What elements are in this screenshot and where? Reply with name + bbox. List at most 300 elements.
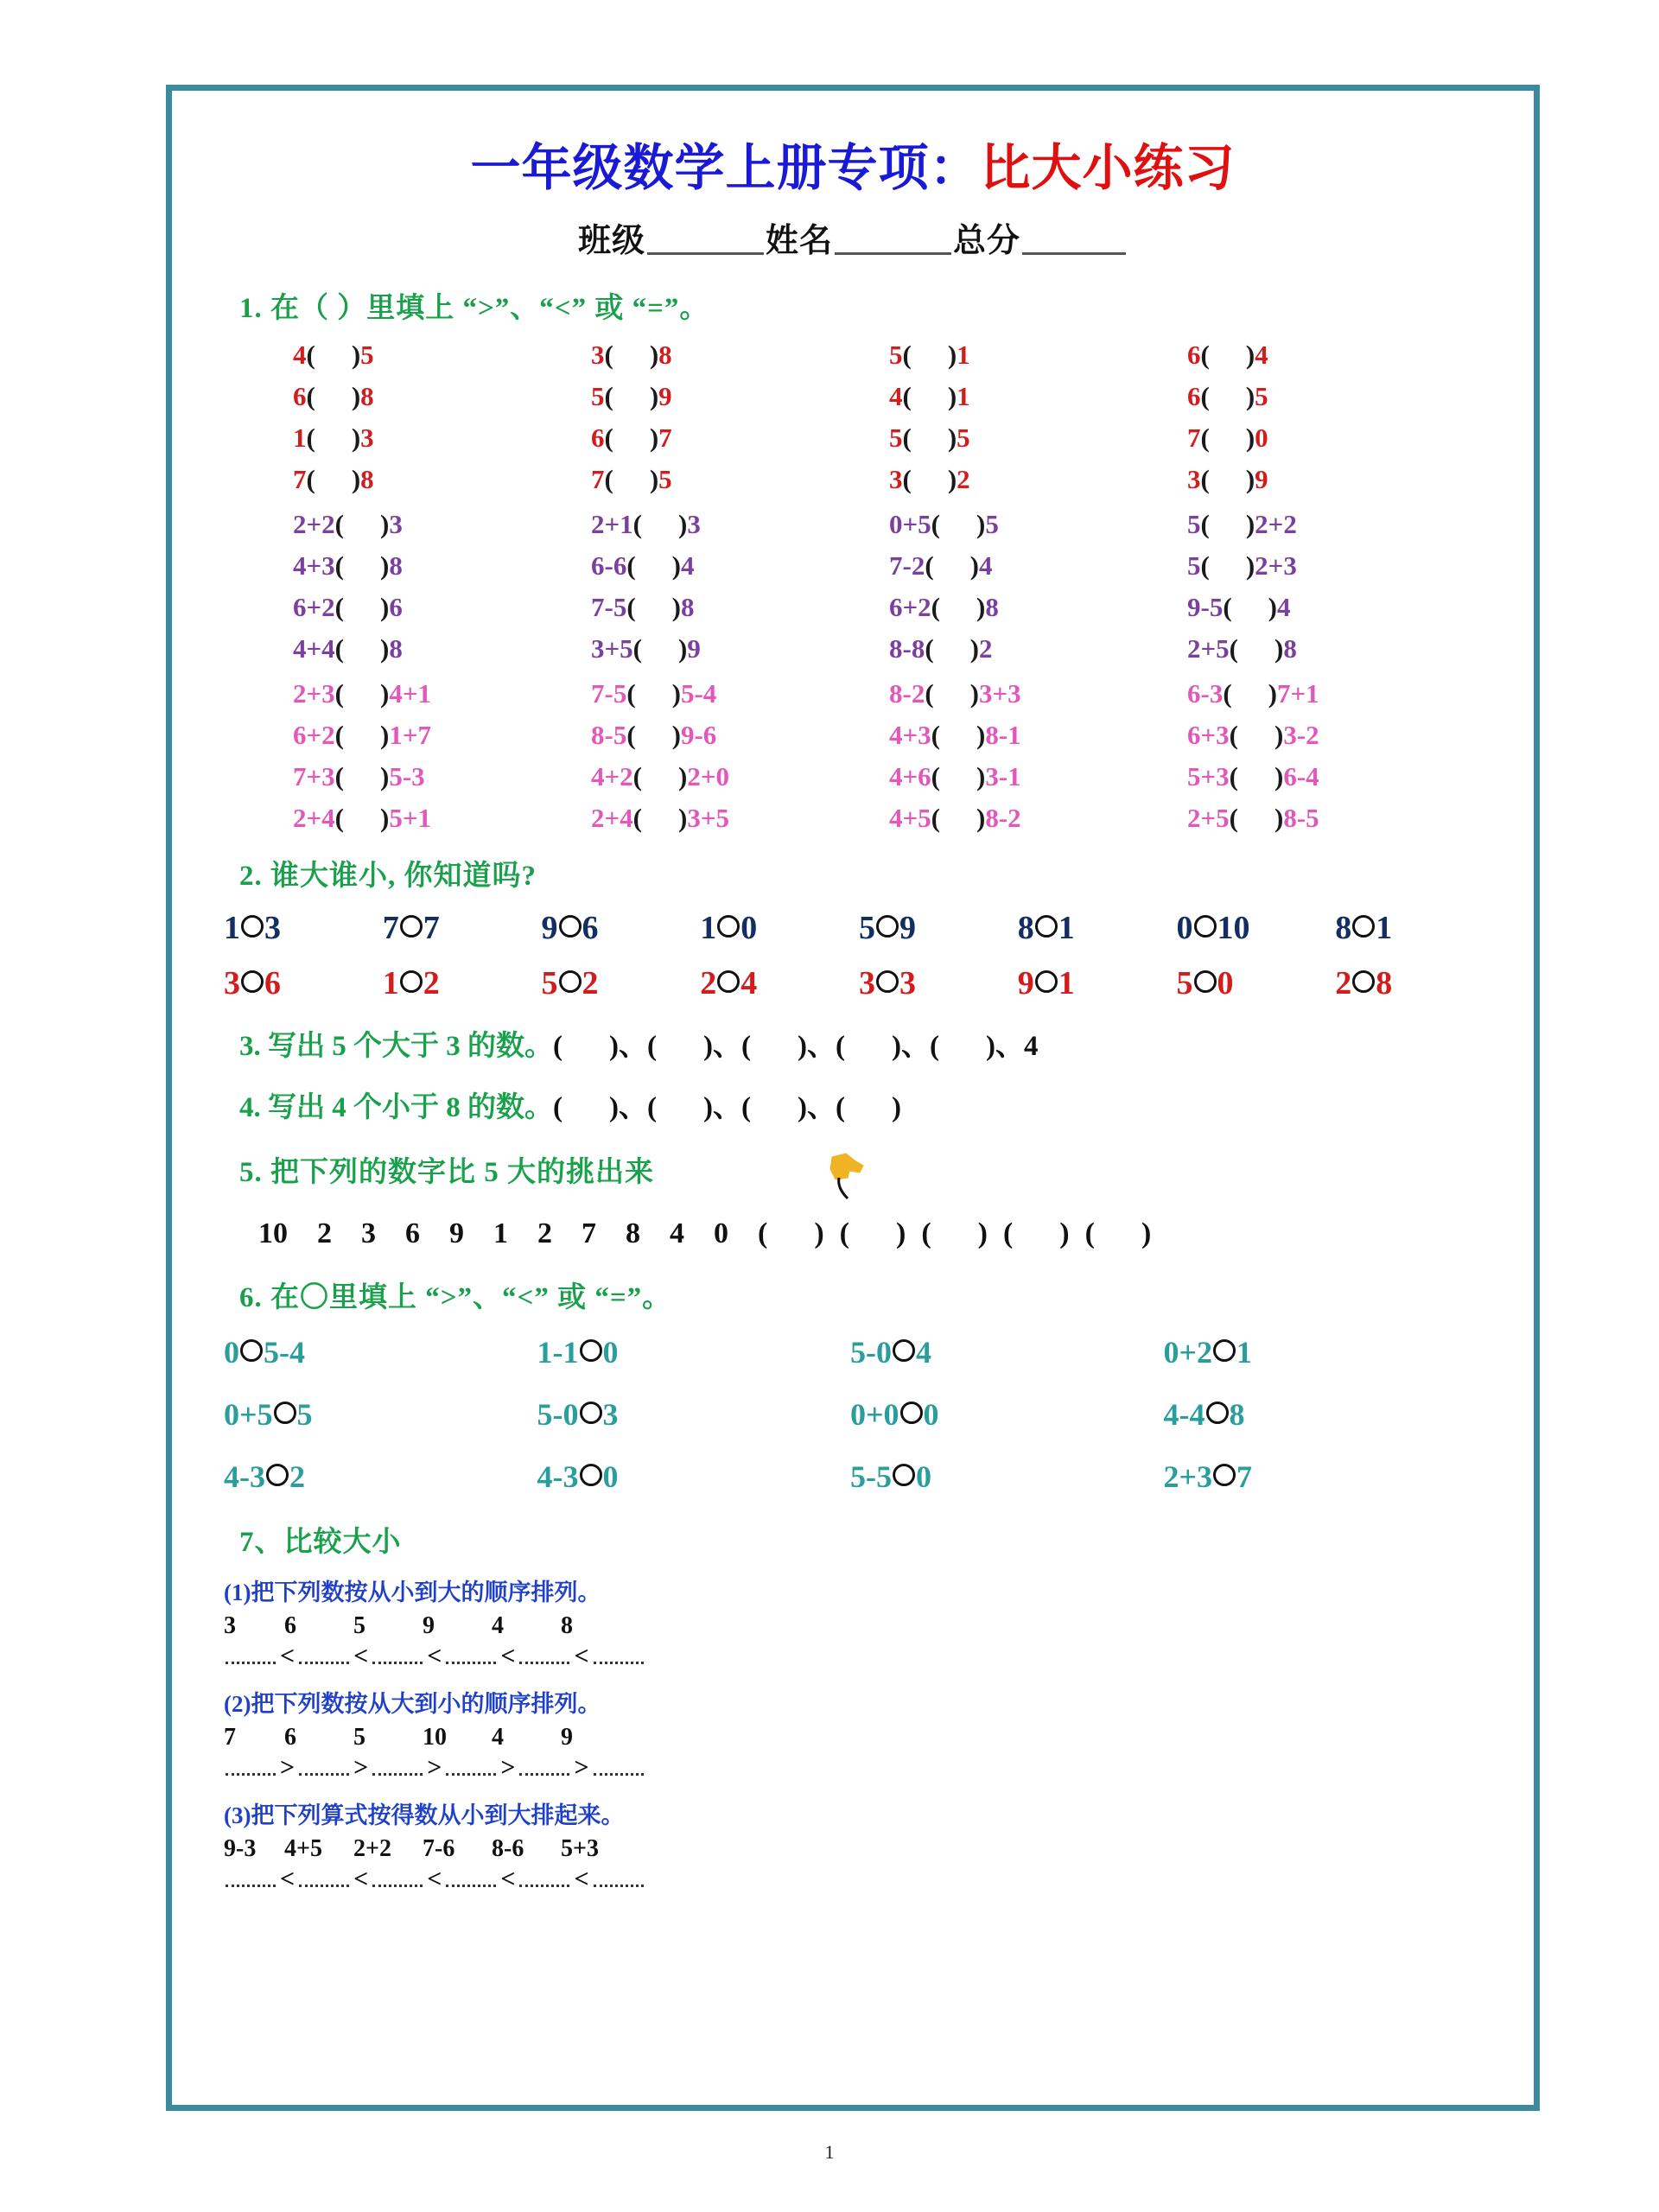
open-paren: ( [306, 340, 315, 370]
comparison-item[interactable] [1187, 592, 1485, 623]
comparison-item[interactable] [293, 803, 591, 834]
comparison-item[interactable] [591, 803, 889, 834]
number-token: 5 [353, 1612, 365, 1639]
comparison-item[interactable] [850, 1334, 1164, 1370]
comparison-circle[interactable] [1206, 1402, 1229, 1424]
open-paren: ( [604, 464, 613, 494]
comparison-item[interactable] [850, 1459, 1164, 1495]
answer-blank[interactable] [299, 1871, 349, 1887]
right-operand: 4 [680, 550, 695, 581]
comparison-item[interactable] [889, 464, 1187, 495]
page-number: 1 [824, 2141, 835, 2163]
left-expression: 5-0 [537, 1397, 579, 1432]
answer-paren[interactable]: ( ) [553, 1031, 619, 1062]
open-paren: ( [334, 803, 344, 833]
left-operand: 7-5 [591, 592, 627, 622]
answer-blank[interactable] [226, 1648, 276, 1664]
answer-paren[interactable]: ( ) [647, 1092, 713, 1123]
comparison-item[interactable] [1187, 633, 1485, 664]
comparison-item[interactable] [1187, 678, 1485, 709]
right-operand: 2+3 [1255, 550, 1297, 581]
answer-paren[interactable]: ( ) [553, 1092, 619, 1123]
open-paren: ( [334, 592, 344, 622]
exercise1-heading: 1. 在（ ）里填上 “>”、“<” 或 “=”。 [239, 293, 709, 324]
comparison-item[interactable] [537, 1396, 851, 1433]
close-paren: ) [1245, 509, 1255, 539]
tail-number: 4 [1024, 1031, 1039, 1062]
comparison-item[interactable] [850, 1396, 1164, 1433]
open-paren: ( [626, 550, 636, 581]
exercise7-numbers [224, 1612, 1534, 1640]
comparison-circle[interactable] [240, 1339, 263, 1362]
left-operand: 4 [293, 340, 307, 370]
class-label: 班级 [577, 223, 645, 259]
left-operand: 6 [1187, 340, 1201, 370]
comparison-item[interactable] [889, 803, 1187, 834]
comparison-circle[interactable] [1035, 970, 1058, 993]
answer-blank[interactable] [446, 1648, 496, 1664]
left-expression: 1-1 [537, 1335, 579, 1370]
comparison-circle[interactable] [1194, 915, 1217, 938]
open-paren: ( [925, 678, 934, 709]
left-operand: 2+5 [1187, 803, 1230, 833]
comparison-circle[interactable] [400, 915, 423, 938]
left-operand: 2+1 [591, 509, 633, 539]
name-blank[interactable] [835, 251, 951, 255]
close-paren: ) [976, 720, 986, 750]
right-operand: 3-2 [1283, 720, 1319, 750]
right-operand: 1 [1376, 910, 1393, 946]
close-paren: ) [1245, 464, 1255, 494]
open-paren: ( [1229, 761, 1238, 791]
comparison-operator: < [353, 1642, 369, 1670]
open-paren: ( [334, 678, 344, 709]
comparison-operator: < [353, 1865, 369, 1893]
right-expression: 7 [1236, 1459, 1253, 1494]
left-operand: 4+2 [591, 761, 633, 791]
exercise5-heading: 5. 把下列的数字比 5 大的挑出来 [239, 1157, 654, 1188]
comparison-item[interactable] [1187, 550, 1485, 582]
right-operand: 7+1 [1276, 678, 1319, 709]
comparison-item[interactable] [1335, 964, 1494, 1002]
left-operand: 2+3 [293, 678, 335, 709]
comparison-item[interactable] [293, 340, 591, 371]
answer-blank[interactable] [594, 1648, 644, 1664]
comparison-item[interactable] [1164, 1459, 1478, 1495]
answer-paren[interactable]: ( ) [1084, 1217, 1152, 1249]
right-operand: 8 [680, 592, 695, 622]
open-paren: ( [626, 592, 636, 622]
close-paren: ) [1268, 592, 1277, 622]
open-paren: ( [931, 720, 940, 750]
comparison-circle[interactable] [274, 1402, 296, 1424]
exercise7-answer-row[interactable] [224, 1642, 1534, 1671]
student-header-fields [172, 213, 1534, 261]
exercise7-heading: 7、比较大小 [239, 1527, 402, 1558]
answer-blank[interactable] [299, 1759, 349, 1776]
close-paren: ) [380, 761, 390, 791]
comparison-circle[interactable] [1035, 915, 1058, 938]
comparison-item[interactable] [224, 1459, 537, 1495]
left-operand: 8-2 [889, 678, 925, 709]
comparison-item[interactable] [591, 464, 889, 495]
open-paren: ( [1229, 720, 1238, 750]
number-token: 5+3 [561, 1835, 599, 1862]
left-operand: 6 [591, 423, 605, 453]
right-expression: 0 [923, 1397, 939, 1432]
comparison-item[interactable] [224, 909, 383, 947]
answer-paren[interactable]: ( ) [839, 1217, 906, 1249]
comparison-item[interactable] [1187, 423, 1485, 454]
answer-blank[interactable] [226, 1871, 276, 1887]
open-paren: ( [925, 550, 934, 581]
right-operand: 6-4 [1283, 761, 1319, 791]
comparison-item[interactable] [1018, 964, 1177, 1002]
left-operand: 0+5 [889, 509, 931, 539]
left-operand: 4+4 [293, 633, 335, 664]
comparison-circle[interactable] [559, 970, 582, 993]
comparison-item[interactable] [889, 592, 1187, 623]
comparison-item[interactable] [383, 964, 542, 1002]
comparison-circle[interactable] [893, 1339, 915, 1362]
left-expression: 0+5 [224, 1397, 273, 1432]
exercise4-line [239, 1084, 1534, 1125]
comparison-item[interactable] [700, 909, 859, 947]
number-token: 9-3 [224, 1835, 257, 1862]
left-operand: 5+3 [1187, 761, 1230, 791]
score-blank[interactable] [1022, 251, 1126, 255]
right-operand: 9-6 [680, 720, 717, 750]
comparison-item[interactable] [591, 633, 889, 664]
right-operand: 5-4 [680, 678, 717, 709]
left-expression: 0+2 [1163, 1335, 1213, 1370]
number-token: 9 [561, 1724, 573, 1751]
comparison-item[interactable] [889, 633, 1187, 664]
comparison-item[interactable] [542, 909, 701, 947]
comparison-circle[interactable] [1213, 1339, 1236, 1362]
left-operand: 7 [293, 464, 307, 494]
left-expression: 4-3 [224, 1459, 265, 1494]
number-token: 4+5 [284, 1835, 322, 1862]
comparison-item[interactable] [224, 1396, 537, 1433]
comparison-circle[interactable] [717, 970, 740, 993]
answer-blank[interactable] [594, 1759, 644, 1776]
open-paren: ( [1200, 464, 1210, 494]
number-token: 7 [582, 1217, 596, 1249]
exercise4-blanks[interactable] [553, 1092, 901, 1123]
comparison-item[interactable] [591, 340, 889, 371]
exercise7-numbers [224, 1835, 1534, 1863]
left-operand: 8 [1335, 910, 1352, 946]
exercise7-answer-row[interactable] [224, 1865, 1534, 1894]
comparison-item[interactable] [1187, 720, 1485, 751]
left-operand: 6-6 [591, 550, 627, 581]
close-paren: ) [351, 464, 361, 494]
comparison-item[interactable] [889, 509, 1187, 540]
open-paren: ( [1223, 678, 1232, 709]
exercise1-purple-grid [293, 509, 1485, 664]
comparison-circle[interactable] [876, 915, 899, 938]
left-operand: 9 [541, 910, 558, 946]
right-operand: 2+0 [687, 761, 729, 791]
left-operand: 6+2 [293, 592, 335, 622]
comparison-item[interactable] [1164, 1396, 1478, 1433]
comparison-item[interactable] [1018, 909, 1177, 947]
answer-paren[interactable]: ( ) [921, 1217, 988, 1249]
separator: 、 [619, 1031, 647, 1062]
comparison-item[interactable] [1187, 803, 1485, 834]
right-expression: 3 [602, 1397, 619, 1432]
number-token: 6 [405, 1217, 420, 1249]
comparison-item[interactable] [293, 678, 591, 709]
right-operand: 8-2 [985, 803, 1021, 833]
open-paren: ( [334, 509, 344, 539]
comparison-item[interactable] [293, 381, 591, 412]
comparison-item[interactable] [591, 592, 889, 623]
page-title-blue: 一年级数学上册专项： [470, 140, 981, 196]
right-operand: 3 [264, 910, 281, 946]
comparison-circle[interactable] [1213, 1464, 1236, 1486]
comparison-circle[interactable] [580, 1464, 602, 1486]
close-paren: ) [678, 761, 688, 791]
close-paren: ) [380, 678, 390, 709]
comparison-item[interactable] [591, 423, 889, 454]
right-expression: 5 [296, 1397, 313, 1432]
comparison-item[interactable] [889, 761, 1187, 792]
number-token: 3 [224, 1612, 236, 1639]
answer-paren[interactable]: ( ) [758, 1217, 824, 1249]
comparison-item[interactable] [293, 592, 591, 623]
left-operand: 8-5 [591, 720, 627, 750]
close-paren: ) [1274, 803, 1284, 833]
right-expression: 1 [1236, 1335, 1253, 1370]
comparison-circle[interactable] [580, 1402, 602, 1424]
comparison-circle[interactable] [1194, 970, 1217, 993]
comparison-item[interactable] [889, 381, 1187, 412]
comparison-circle[interactable] [241, 970, 264, 993]
comparison-item[interactable] [700, 964, 859, 1002]
separator: 、 [901, 1031, 930, 1062]
comparison-item[interactable] [293, 761, 591, 792]
comparison-item[interactable] [293, 550, 591, 582]
exercise7-answer-row[interactable] [224, 1753, 1534, 1783]
right-operand: 3+5 [687, 803, 729, 833]
exercise3-line [239, 1023, 1534, 1064]
comparison-circle[interactable] [1352, 915, 1375, 938]
close-paren: ) [947, 464, 957, 494]
comparison-item[interactable] [1187, 509, 1485, 540]
separator: 、 [807, 1092, 836, 1123]
separator: 、 [713, 1092, 741, 1123]
close-paren: ) [976, 592, 986, 622]
comparison-circle[interactable] [717, 915, 740, 938]
exercise4-heading: 4. 写出 4 个小于 8 的数。 [239, 1092, 553, 1123]
comparison-item[interactable] [591, 720, 889, 751]
left-operand: 9-5 [1187, 592, 1224, 622]
right-operand: 4 [741, 965, 758, 1001]
right-operand: 3 [899, 965, 916, 1001]
answer-blank[interactable] [519, 1871, 569, 1887]
comparison-item[interactable] [859, 909, 1018, 947]
comparison-item[interactable] [537, 1459, 851, 1495]
comparison-circle[interactable] [266, 1464, 289, 1486]
answer-blank[interactable] [299, 1648, 349, 1664]
comparison-item[interactable] [1335, 909, 1494, 947]
comparison-item[interactable] [1187, 761, 1485, 792]
right-operand: 2+2 [1255, 509, 1297, 539]
comparison-item[interactable] [889, 678, 1187, 709]
exercise7-numbers [224, 1724, 1534, 1751]
right-operand: 1 [957, 381, 970, 411]
answer-blank[interactable] [372, 1648, 423, 1664]
right-operand: 5+1 [389, 803, 431, 833]
right-operand: 2 [423, 965, 440, 1001]
exercise5-number-line [258, 1217, 1534, 1250]
comparison-item[interactable] [591, 550, 889, 582]
right-operand: 8 [360, 381, 374, 411]
open-paren: ( [1200, 509, 1210, 539]
exercise6-heading: 6. 在〇里填上 “>”、“<” 或 “=”。 [239, 1282, 672, 1313]
left-operand: 7-5 [591, 678, 627, 709]
open-paren: ( [1200, 340, 1210, 370]
comparison-item[interactable] [591, 509, 889, 540]
comparison-operator: > [427, 1753, 442, 1782]
comparison-item[interactable] [889, 550, 1187, 582]
close-paren: ) [380, 720, 390, 750]
answer-blank[interactable] [519, 1759, 569, 1776]
close-paren: ) [1245, 550, 1255, 581]
answer-blank[interactable] [226, 1759, 276, 1776]
close-paren: ) [671, 720, 681, 750]
page-title-red: 比大小练习 [980, 140, 1236, 196]
open-paren: ( [334, 633, 344, 664]
answer-paren[interactable]: ( ) [741, 1031, 807, 1062]
comparison-item[interactable] [1187, 464, 1485, 495]
comparison-item[interactable] [1164, 1334, 1478, 1370]
comparison-circle[interactable] [559, 915, 582, 938]
separator: 、 [807, 1031, 836, 1062]
comparison-item[interactable] [859, 964, 1018, 1002]
left-operand: 4+6 [889, 761, 931, 791]
right-operand: 3-1 [985, 761, 1021, 791]
open-paren: ( [931, 592, 940, 622]
comparison-item[interactable] [224, 1334, 537, 1370]
right-operand: 9 [899, 910, 916, 946]
comparison-circle[interactable] [400, 970, 423, 993]
comparison-item[interactable] [293, 720, 591, 751]
comparison-operator: < [280, 1642, 296, 1670]
answer-blank[interactable] [372, 1871, 423, 1887]
left-operand: 6 [293, 381, 307, 411]
comparison-circle[interactable] [241, 915, 264, 938]
answer-blank[interactable] [372, 1759, 423, 1776]
number-token: 9 [423, 1612, 435, 1639]
comparison-item[interactable] [591, 761, 889, 792]
left-operand: 5 [859, 910, 875, 946]
right-operand: 5 [1255, 381, 1268, 411]
comparison-item[interactable] [293, 464, 591, 495]
answer-paren[interactable]: ( ) [647, 1031, 713, 1062]
right-expression: 2 [289, 1459, 305, 1494]
close-paren: ) [678, 803, 688, 833]
right-operand: 0 [1217, 965, 1234, 1001]
answer-paren[interactable]: ( ) [836, 1092, 901, 1123]
left-operand: 5 [1187, 550, 1201, 581]
right-operand: 1 [1058, 965, 1075, 1001]
answer-paren[interactable]: ( ) [930, 1031, 995, 1062]
comparison-operator: > [280, 1753, 296, 1782]
answer-blank[interactable] [519, 1648, 569, 1664]
comparison-circle[interactable] [876, 970, 899, 993]
comparison-item[interactable] [1187, 381, 1485, 412]
comparison-item[interactable] [537, 1334, 851, 1370]
answer-blank[interactable] [594, 1871, 644, 1887]
comparison-operator: > [574, 1753, 589, 1782]
comparison-item[interactable] [889, 720, 1187, 751]
number-token: 7-6 [423, 1835, 455, 1862]
open-paren: ( [902, 464, 912, 494]
open-paren: ( [1229, 803, 1238, 833]
left-operand: 2+5 [1187, 633, 1230, 664]
separator: 、 [619, 1092, 647, 1123]
comparison-item[interactable] [1187, 340, 1485, 371]
left-expression: 0+0 [850, 1397, 899, 1432]
comparison-item[interactable] [224, 964, 383, 1002]
left-operand: 3 [859, 965, 875, 1001]
close-paren: ) [1245, 423, 1255, 453]
left-operand: 1 [382, 965, 399, 1001]
number-token: 8 [626, 1217, 640, 1249]
comparison-item[interactable] [591, 381, 889, 412]
comparison-item[interactable] [889, 340, 1187, 371]
left-operand: 1 [293, 423, 307, 453]
left-expression: 5-0 [850, 1335, 892, 1370]
comparison-item[interactable] [293, 509, 591, 540]
comparison-item[interactable] [1177, 909, 1336, 947]
right-operand: 9 [687, 633, 701, 664]
comparison-circle[interactable] [900, 1402, 923, 1424]
answer-paren[interactable]: ( ) [836, 1031, 901, 1062]
comparison-item[interactable] [591, 678, 889, 709]
right-operand: 0 [741, 910, 758, 946]
comparison-item[interactable] [293, 423, 591, 454]
comparison-item[interactable] [293, 633, 591, 664]
close-paren: ) [1274, 633, 1284, 664]
answer-paren[interactable]: ( ) [1002, 1217, 1070, 1249]
answer-blank[interactable] [446, 1871, 496, 1887]
left-operand: 5 [889, 340, 903, 370]
answer-blank[interactable] [446, 1759, 496, 1776]
close-paren: ) [969, 550, 979, 581]
exercise3-blanks[interactable] [553, 1031, 1039, 1062]
comparison-item[interactable] [889, 423, 1187, 454]
comparison-circle[interactable] [1352, 970, 1375, 993]
left-operand: 1 [224, 910, 240, 946]
close-paren: ) [947, 423, 957, 453]
left-operand: 5 [889, 423, 903, 453]
comparison-item[interactable] [1177, 964, 1336, 1002]
number-token: 4 [492, 1612, 504, 1639]
class-blank[interactable] [647, 251, 764, 255]
number-token: 6 [284, 1612, 296, 1639]
exercise2-red-row [224, 964, 1494, 1002]
comparison-circle[interactable] [580, 1339, 602, 1362]
number-token: 8 [561, 1612, 573, 1639]
answer-paren[interactable]: ( ) [741, 1092, 807, 1123]
comparison-item[interactable] [542, 964, 701, 1002]
comparison-circle[interactable] [893, 1464, 915, 1486]
comparison-item[interactable] [383, 909, 542, 947]
